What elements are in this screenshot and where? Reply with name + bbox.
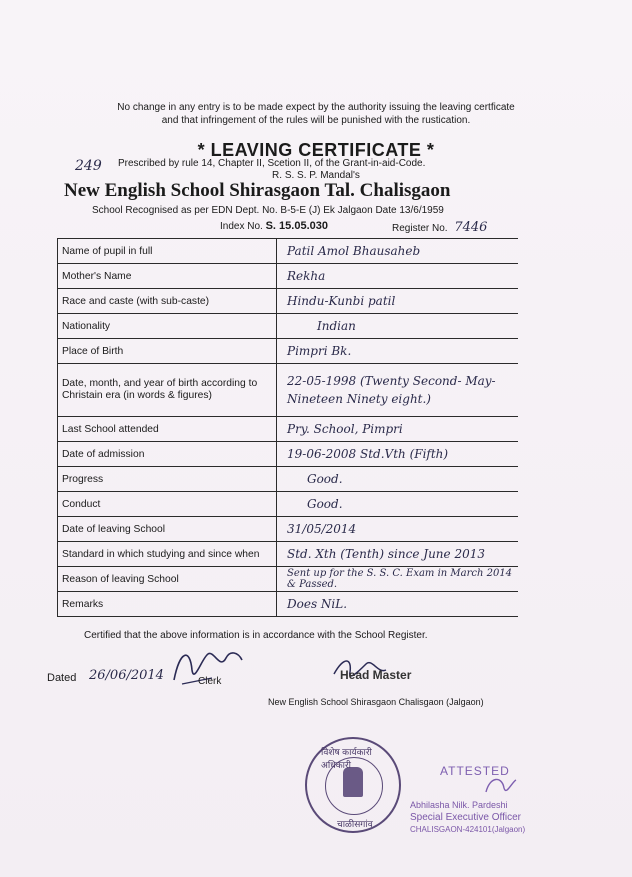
- school-name: New English School Shirasgaon Tal. Chalisgaon: [64, 180, 451, 201]
- register-value: 7446: [454, 220, 488, 235]
- table-row: [58, 517, 519, 542]
- row-label: Standard in which studying and since when: [58, 542, 277, 567]
- row-value: Good.: [277, 467, 519, 492]
- officer-signature: [480, 772, 520, 802]
- row-value: 19-06-2008 Std.Vth (Fifth): [277, 442, 519, 467]
- table-row: [58, 314, 519, 339]
- official-seal: [305, 737, 401, 833]
- certificate-title: * LEAVING CERTIFICATE *: [197, 140, 435, 160]
- table-row: [58, 364, 519, 417]
- row-value: Sent up for the S. S. C. Exam in March 2014 & Passed.: [277, 567, 519, 592]
- table-row: [58, 592, 519, 617]
- officer-name: Abhilasha Nilk. Pardeshi: [410, 800, 508, 810]
- table-row: [58, 442, 519, 467]
- index-label: Index No.: [220, 221, 263, 232]
- dated-label: Dated: [47, 672, 77, 684]
- table-row: [58, 467, 519, 492]
- table-row: [58, 289, 519, 314]
- index-value: S. 15.05.030: [265, 220, 328, 232]
- row-label: Last School attended: [58, 417, 277, 442]
- row-value: Rekha: [277, 264, 519, 289]
- row-value: Does NiL.: [277, 592, 519, 617]
- index-number: [220, 220, 328, 232]
- row-label: Place of Birth: [58, 339, 277, 364]
- register-number: [392, 220, 487, 235]
- row-value: Indian: [277, 314, 519, 339]
- table-row: [58, 567, 519, 592]
- notice-line-2: and that infringement of the rules will be punished with the rustication.: [161, 115, 471, 126]
- school-footer: New English School Shirasgaon Chalisgaon (Jalgaon): [268, 697, 484, 707]
- row-value: 22-05-1998 (Twenty Second- May-Nineteen Ninety eight.): [277, 364, 519, 417]
- attested-stamp: ATTESTED: [440, 764, 510, 778]
- row-value: Good.: [277, 492, 519, 517]
- seal-text-top: विशेष कार्यकारी अधिकारी: [321, 747, 372, 770]
- row-label: Conduct: [58, 492, 277, 517]
- row-label: Date, month, and year of birth according to Christain era (in words & figures): [58, 364, 277, 417]
- row-label: Remarks: [58, 592, 277, 617]
- officer-place: CHALISGAON-424101(Jalgaon): [410, 825, 526, 834]
- row-label: Nationality: [58, 314, 277, 339]
- officer-title: Special Executive Officer: [410, 812, 521, 823]
- row-label: Progress: [58, 467, 277, 492]
- register-label: Register No.: [392, 223, 448, 234]
- row-value: Hindu-Kunbi patil: [277, 289, 519, 314]
- seal-text-bottom: चाळीसगांव: [337, 819, 373, 829]
- table-row: [58, 264, 519, 289]
- table-row: [58, 339, 519, 364]
- row-label: Race and caste (with sub-caste): [58, 289, 277, 314]
- prescribed-rule: Prescribed by rule 14, Chapter II, Scetion II, of the Grant-in-aid-Code.: [118, 158, 426, 169]
- table-row: [58, 542, 519, 567]
- mandal-name: R. S. S. P. Mandal's: [272, 170, 360, 181]
- emblem-icon: [343, 767, 363, 797]
- recognition-line: School Recognised as per EDN Dept. No. B-5-E (J) Ek Jalgaon Date 13/6/1959: [92, 205, 444, 216]
- row-label: Reason of leaving School: [58, 567, 277, 592]
- row-label: Mother's Name: [58, 264, 277, 289]
- table-row: [58, 417, 519, 442]
- head-master-stamp: Head Master: [340, 668, 412, 682]
- table-row: [58, 239, 519, 264]
- row-value: Std. Xth (Tenth) since June 2013: [277, 542, 519, 567]
- row-label: Date of leaving School: [58, 517, 277, 542]
- row-label: Name of pupil in full: [58, 239, 277, 264]
- row-value: Patil Amol Bhausaheb: [277, 239, 519, 264]
- dated-value: 26/06/2014: [89, 668, 164, 683]
- certified-statement: Certified that the above information is in accordance with the School Register.: [84, 630, 428, 641]
- clerk-label: Clerk: [198, 676, 222, 687]
- serial-number: 249: [75, 158, 102, 174]
- row-label: Date of admission: [58, 442, 277, 467]
- notice-line-1: No change in any entry is to be made expect by the authority issuing the leaving certficate: [117, 102, 515, 113]
- certificate-table: [57, 238, 518, 617]
- row-value: 31/05/2014: [277, 517, 519, 542]
- table-row: [58, 492, 519, 517]
- row-value: Pimpri Bk.: [277, 339, 519, 364]
- row-value: Pry. School, Pimpri: [277, 417, 519, 442]
